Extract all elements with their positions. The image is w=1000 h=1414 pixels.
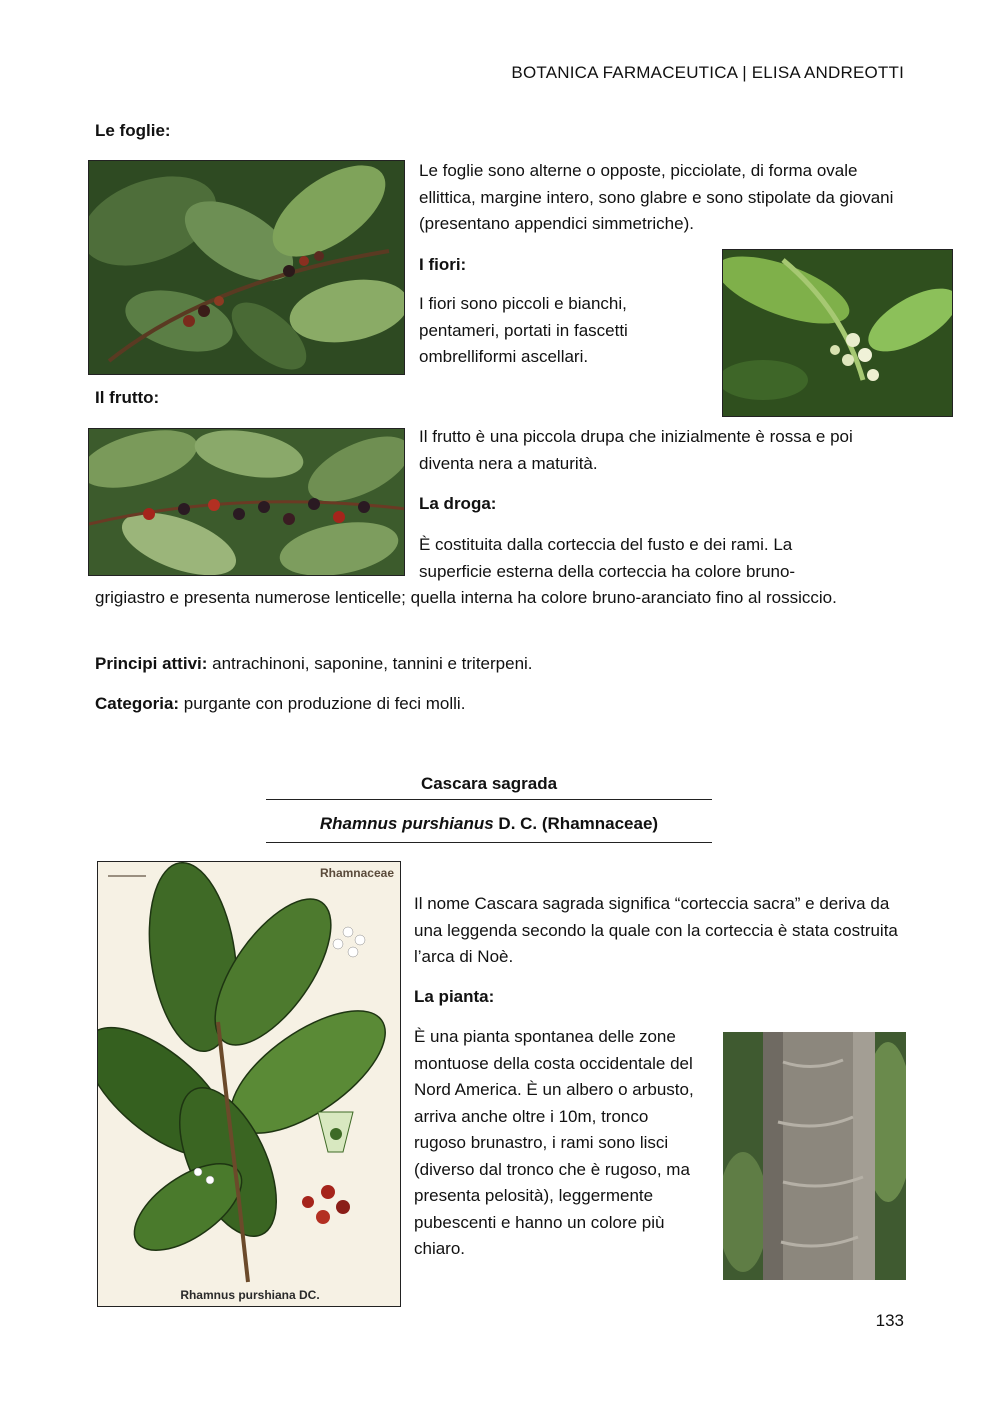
- botanical-plate: [97, 861, 401, 1307]
- foglie-text: Le foglie sono alterne o opposte, picciolate, di forma ovale ellittica, margine intero, sono glabre e sono stipolate da giovani (presentano appendici simmetriche).: [419, 161, 894, 233]
- categoria-label: Categoria:: [95, 694, 180, 713]
- principi-value: antrachinoni, saponine, tannini e triterpeni.: [207, 654, 533, 673]
- page-number: 133: [875, 1311, 904, 1330]
- species-italic: Rhamnus purshianus: [319, 814, 494, 833]
- droga-text-line2: superficie esterna della corteccia ha colore bruno-: [419, 562, 796, 581]
- section-heading-droga: La droga:: [419, 494, 497, 513]
- title-rule-bottom: [266, 842, 712, 843]
- frutto-text: Il frutto è una piccola drupa che inizialmente è rossa e poi diventa nera a maturità.: [419, 427, 853, 473]
- section-heading-fiori: I fiori:: [419, 255, 467, 274]
- pianta-text: È una pianta spontanea delle zone montuose della costa occidentale del Nord America. È un albero o arbusto, arriva anche oltre i 10m, tronco rugoso brunastro, i rami sono lisci (diverso dal tronco che è rugoso, ma presenta pelosità), leggermente pubescenti e hanno un colore più chiaro.: [414, 1027, 694, 1258]
- droga-text-line1: È costituita dalla corteccia del fusto e dei rami. La: [419, 535, 793, 554]
- flowers-photo: [722, 249, 953, 417]
- plate-family-label: Rhamnaceae: [319, 866, 394, 880]
- section-heading-foglie: Le foglie:: [95, 121, 171, 140]
- leaves-photo: [88, 160, 405, 375]
- principi-label: Principi attivi:: [95, 654, 208, 673]
- species-rest: D. C. (Rhamnaceae): [493, 814, 659, 833]
- title-rule-top: [266, 799, 712, 800]
- cascara-species: [266, 811, 712, 838]
- fruit-photo: [88, 428, 405, 576]
- plate-caption: Rhamnus purshiana DC.: [180, 1288, 320, 1302]
- section-heading-pianta: La pianta:: [414, 987, 495, 1006]
- principi-attivi: [95, 651, 533, 678]
- cascara-title: Cascara sagrada: [420, 774, 558, 793]
- section-heading-frutto: Il frutto:: [95, 388, 160, 407]
- categoria: [95, 691, 465, 718]
- running-header: BOTANICA FARMACEUTICA | ELISA ANDREOTTI: [511, 63, 904, 82]
- bark-photo: [723, 1032, 906, 1280]
- fiori-text: I fiori sono piccoli e bianchi, pentameri, portati in fascetti ombrelliformi ascellari.: [419, 294, 628, 366]
- categoria-value: purgante con produzione di feci molli.: [179, 694, 466, 713]
- droga-text-rest: grigiastro e presenta numerose lenticelle; quella interna ha colore bruno-aranciato fino al rossiccio.: [95, 588, 837, 607]
- cascara-intro: Il nome Cascara sagrada significa “corteccia sacra” e deriva da una leggenda secondo la quale con la corteccia è stata costruita l’arca di Noè.: [414, 894, 898, 966]
